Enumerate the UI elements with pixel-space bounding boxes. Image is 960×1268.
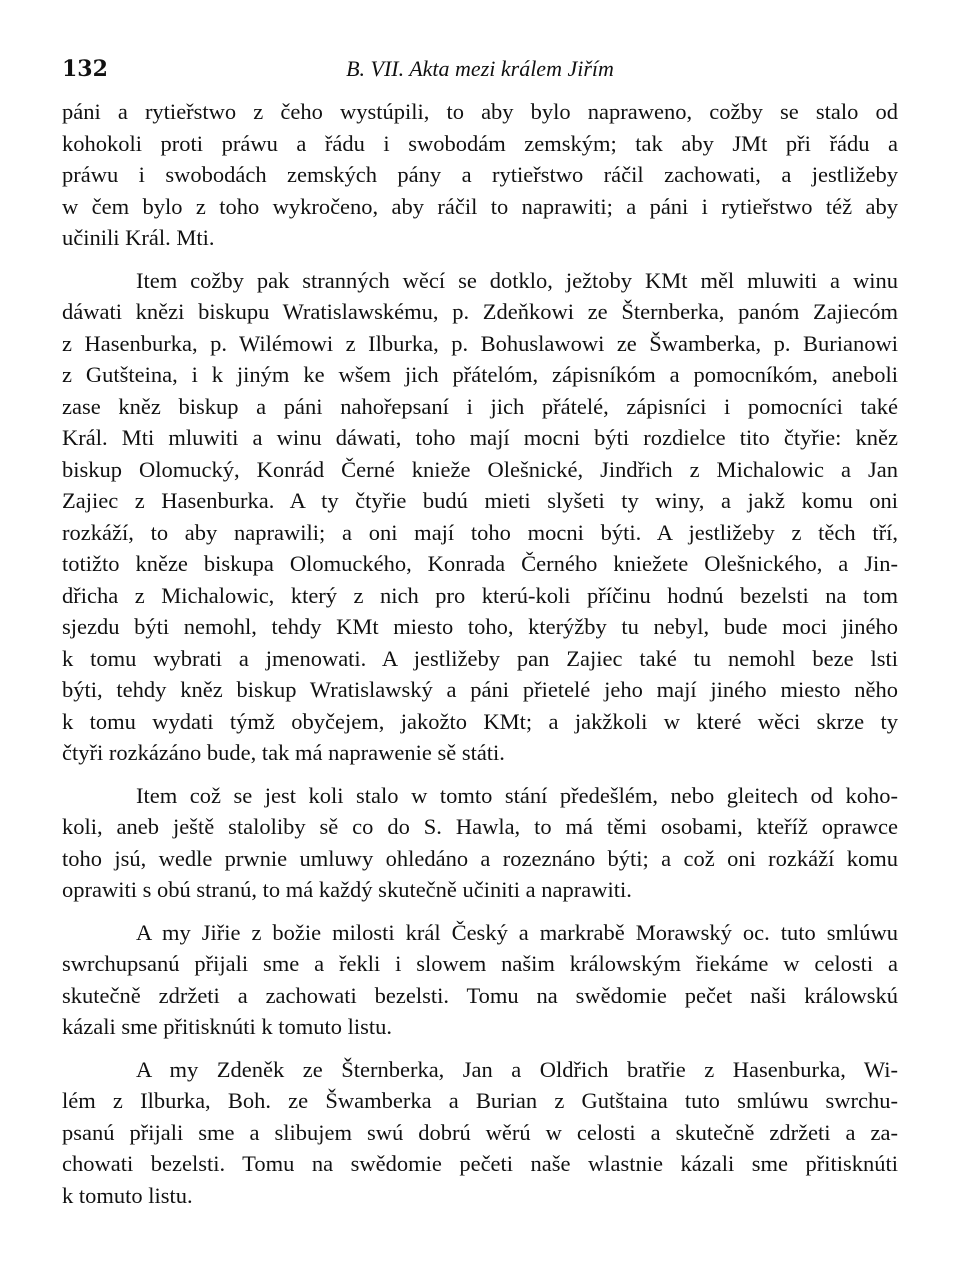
paragraph-gap xyxy=(62,906,898,917)
text-line: A my Jiřie z božie milosti král Český a markrabě Morawský oc. tuto smlúwu xyxy=(136,919,898,945)
text-line: z Hasenburka, p. Wilémowi z Ilburka, p. Bohuslawowi ze Šwamberka, p. Burianowi xyxy=(62,330,898,356)
paragraph xyxy=(62,96,898,254)
paragraph xyxy=(62,780,898,906)
text-line: zase kněz biskup a páni nahořepsaní i jich přátelé, zápisníci i pomocníci také xyxy=(62,393,898,419)
page-header xyxy=(62,56,898,86)
paragraph-gap xyxy=(62,1043,898,1054)
text-line: Item což se jest koli stalo w tomto stání předešlém, nebo gleitech od koho- xyxy=(136,782,898,808)
text-line: Zajiec z Hasenburka. A ty čtyřie budú mieti slyšeti ty winy, a jakž komu oni xyxy=(62,488,898,513)
text-line: páni a rytieřstwo z čeho wystúpili, to aby bylo napraweno, cožby se stalo od xyxy=(62,99,898,124)
text-line: A my Zdeněk ze Šternberka, Jan a Oldřich bratřie z Hasenburka, Wi- xyxy=(136,1056,898,1082)
text-line: biskup Olomucký, Konrád Černé knieže Olešnické, Jindřich z Michalowic a Jan xyxy=(62,456,898,482)
text-line: dřicha z Michalowic, který z nich pro kterú-koli příčinu hodnú bezelsti na tom xyxy=(62,582,898,608)
text-line: koli, aneb ještě staloliby sě co do S. Hawla, to má těmi osobami, kteříž oprawce xyxy=(62,814,898,839)
text-line: toho jsú, wedle prwnie umluwy ohledáno a rozeznáno býti; a což oni rozkáží komu xyxy=(62,845,898,871)
text-line: psanú přijali sme a slibujem swú dobrú wěrú w celosti a skutečně zdržeti a za- xyxy=(62,1119,898,1145)
text-line: chowati bezelsti. Tomu na swědomie pečeti naše wlastnie kázali sme přitisknúti xyxy=(62,1151,898,1176)
text-line: sjezdu býti nemohl, tehdy KMt miesto toho, kterýžby tu nebyl, bude moci jiného xyxy=(62,614,898,639)
paragraph-gap xyxy=(62,254,898,265)
paragraph-gap xyxy=(62,769,898,780)
text-line: z Gutšteina, i k jiným ke wšem jich přátelóm, zápisníkóm a pomocníkóm, aneboli xyxy=(62,362,898,387)
text-line: k tomu wydati týmž obyčejem, jakožto KMt; a jakžkoli w které wěci skrze ty xyxy=(62,708,898,734)
text-line: totižto kněze biskupa Olomuckého, Konrada Černého kniežete Olešnického, a Jin- xyxy=(62,551,898,576)
text-line: práwu i swobodách zemských pány a rytieřstwo ráčil zachowati, a jestližeby xyxy=(62,162,898,187)
text-line: k tomuto listu. xyxy=(62,1182,193,1208)
page-number: 132 xyxy=(62,56,108,82)
text-line: oprawiti s obú stranú, to má každý skutečně učiniti a naprawiti. xyxy=(62,877,632,902)
text-line: k tomu wybrati a jmenowati. A jestližeby pan Zajiec také tu nemohl beze lsti xyxy=(62,645,898,671)
paragraph xyxy=(62,917,898,1043)
text-line: lém z Ilburka, Boh. ze Šwamberka a Burian z Gutštaina tuto smlúwu swrchu- xyxy=(62,1088,898,1113)
text-line: swrchupsanú přijali sme a řekli i slowem našim králowským řiekáme w celosti a xyxy=(62,951,898,976)
text-line: učinili Král. Mti. xyxy=(62,225,215,250)
text-line: dáwati knězi biskupu Wratislawskému, p. Zdeňkowi ze Šternberka, panóm Zajiecóm xyxy=(62,299,898,324)
document-body xyxy=(62,96,898,1211)
text-line: kázali sme přitisknúti k tomuto listu. xyxy=(62,1014,392,1039)
running-title: B. VII. Akta mezi králem Jiřím xyxy=(346,56,614,81)
text-line: čtyři rozkázáno bude, tak má naprawenie sě státi. xyxy=(62,740,505,765)
text-line: kohokoli proti práwu a řádu i swobodám zemským; tak aby JMt při řádu a xyxy=(62,130,898,156)
text-line: rozkáží, to aby naprawili; a oni mají toho mocni býti. A jestližeby z těch tří, xyxy=(62,519,898,545)
paragraph xyxy=(62,265,898,769)
text-line: býti, tehdy kněz biskup Wratislawský a páni přietelé jeho mají jiného miesto něho xyxy=(62,677,898,702)
text-line: Král. Mti mluwiti a winu dáwati, toho mají mocni býti rozdielce tito čtyřie: kněz xyxy=(62,425,898,450)
text-line: skutečně zdržeti a zachowati bezelsti. Tomu na swědomie pečet naši králowskú xyxy=(62,982,898,1008)
paragraph xyxy=(62,1054,898,1212)
text-line: w čem bylo z toho wykročeno, aby ráčil to naprawiti; a páni i rytieřstwo též aby xyxy=(62,193,898,219)
text-line: Item cožby pak stranných wěcí se dotklo, ježtoby KMt měl mluwiti a winu xyxy=(136,267,898,293)
